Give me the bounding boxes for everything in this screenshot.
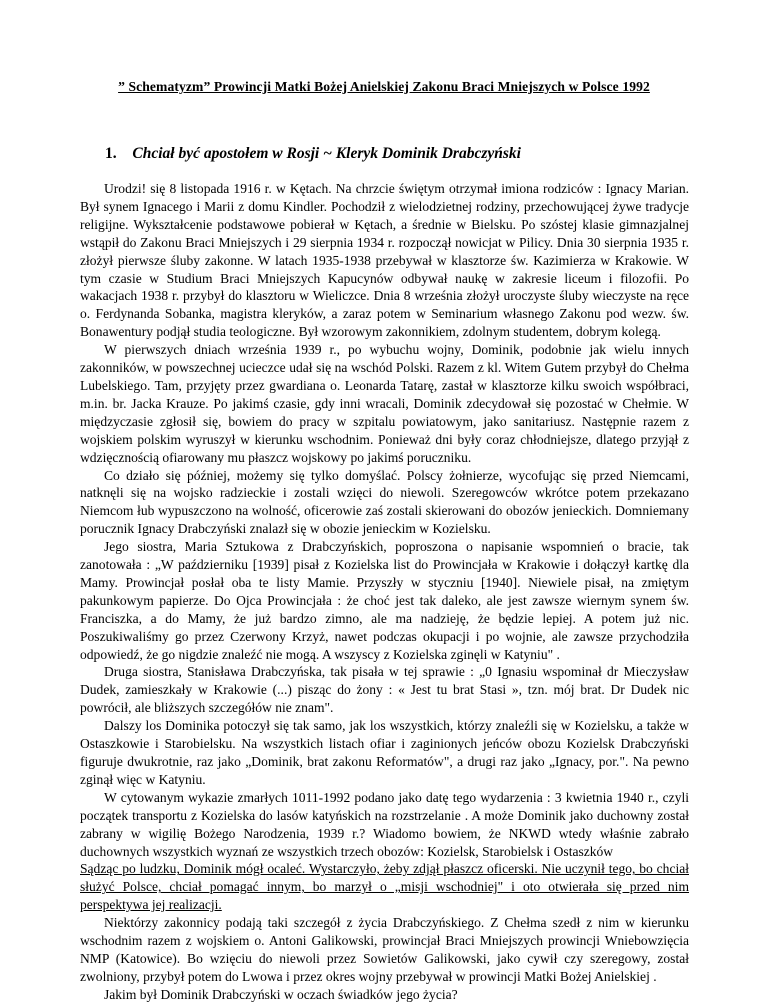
paragraph-10: Jakim był Dominik Drabczyński w oczach świadków jego życia? [104,986,458,1002]
paragraph-2: W pierwszych dniach września 1939 r., po wybuchu wojny, Dominik, podobnie jak wielu innych zakonników, w powszechnej ucieczce udał się na wschód Polski. Razem z kl. Witem Gutem przybył do Chełma Lubelskiego. Tam, przyjęty przez gwardiana o. Leonarda Tatarę, zastał w klasztorze kilku swoich współbraci, m.in. br. Jacka Krauze. Po jakimś czasie, gdy inni wracali, Dominik zdecydował się pozostać w Chełmie. W międzyczasie zgłosił się, bowiem do pracy w szpitalu powiatowym, jako sanitariusz. Następnie razem z wojskiem polskim wyruszył w kierunku wschodnim. Ponieważ dni były coraz chłodniejsze, dlatego przyjął z wdzięcznością ofiarowany mu płaszcz wojskowy po jakimś poruczniku. [80,342,689,465]
paragraph-8 [80,860,689,914]
underlined-text: Sądząc po ludzku, Dominik mógł ocaleć. Wystarczyło, żeby zdjął płaszcz oficerski. Nie uczynił tego, bo chciał służyć Polsce, chciał pomagać innym, bo marzył o „misji wschodniej" i oto otwierała się przed nim perspektywa jej realizacji. [80,861,689,913]
document-body [80,180,689,1004]
paragraph-6: Dalszy los Dominika potoczył się tak samo, jak los wszystkich, którzy znaleźli się w Kozielsku, a także w Ostaszkowie i Starobielsku. Na wszystkich listach ofiar i zaginionych jeńców obozu Kozielsk Drabczyński figuruje dwukrotnie, raz jako „Dominik, brat zakonu Reformatów", a drugi raz jako „Ignacy, por.". Na pewno zginął więc w Katyniu. [80,718,689,787]
chapter-number: 1. [105,145,117,162]
paragraph-9: Niektórzy zakonnicy podają taki szczegół z życia Drabczyńskiego. Z Chełma szedł z nim w kierunku wschodnim razem z wojskiem o. Antoni Galikowski, prowincjał Braci Mniejszych prowincji Wniebowzięcia NMP (Katowice). Bo wzięciu do niewoli przez Sowietów Galikowski, jako cywił czy szeregowy, został zwolniony, przybył potem do Lwowa i przez okres wojny przebywał w prowincji Matki Bożej Anielskiej . [80,915,689,984]
paragraph-4: Jego siostra, Maria Sztukowa z Drabczyńskich, poproszona o napisanie wspomnień o bracie, tak zanotowała : „W październiku [1939] pisał z Kozielska list do Prowincjała w Krakowie i dołączył kartkę dla Mamy. Prowincjał posłał oba te listy Mamie. Przyszły w styczniu [1940]. Niewiele pisał, na zmiętym pakunkowym papierze. Do Ojca Prowincjała : że choć jest tak daleko, ale jest zawsze wiernym synem św. Franciszka, a do Mamy, że już bardzo zimno, ale ma nadzieję, że będzie lepiej. A potem już nic. Poszukiwaliśmy go przez Czerwony Krzyż, nawet podczas okupacji i po wojnie, ale zawsze przychodziła odpowiedź, że go nigdzie znaleźć nie mogą. A wszyscy z Kozielska zginęli w Katyniu" . [80,539,689,662]
chapter-title: Chciał być apostołem w Rosji ~ Kleryk Dominik Drabczyński [132,145,521,162]
chapter-heading [105,145,705,163]
paragraph-5: Druga siostra, Stanisława Drabczyńska, tak pisała w tej sprawie : „0 Ignasiu wspominał dr Mieczysław Dudek, zamieszkały w Krakowie (...) pisząc do żony : « Jest tu brat Stasi », tzn. mój brat. Dr Dudek nic powrócił, ale bliższych szczegółów nie znam". [80,664,689,716]
paragraph-7: W cytowanym wykazie zmarłych 1011-1992 podano jako datę tego wydarzenia : 3 kwietnia 1940 r., czyli początek transportu z Kozielska do lasów katyńskich na rozstrzelanie . A może Dominik jako duchowny został zabrany w wigilię Bożego Narodzenia, 1939 r.? Wiadomo bowiem, że NKWD wtedy właśnie zabrało duchownych wszystkich wyznań ze wszystkich trzech obozów: Kozielsk, Starobielsk i Ostaszków [80,789,689,859]
paragraph-3: Co działo się później, możemy się tylko domyślać. Polscy żołnierze, wycofując się przed Niemcami, natknęli się na wojsko radzieckie i zostali wzięci do niewoli. Szeregowców wkrótce potem przekazano Niemcom łub wypuszczono na wolność, oficerowie zaś zostali skierowani do obozów jenieckich. Domniemany porucznik Ignacy Drabczyński znalazł się w obozie jenieckim w Kozielsku. [80,467,689,537]
document-header: ” Schematyzm” Prowincji Matki Bożej Anielskiej Zakonu Braci Mniejszych w Polsce 1992 [118,79,650,94]
paragraph-1: Urodzi! się 8 listopada 1916 r. w Kętach. Na chrzcie świętym otrzymał imiona rodziców : Ignacy Marian. Był synem Ignacego i Marii z domu Kindler. Pochodził z wielodzietnej rodziny, przechowującej żywe tradycje religijne. Wykształcenie podstawowe pobierał w Kętach, a średnie w Bielsku. Po szóstej klasie gimnazjalnej wstąpił do Zakonu Braci Mniejszych i 29 sierpnia 1934 r. rozpoczął nowicjat w Pilicy. Dnia 30 sierpnia 1935 r. złożył pierwsze śluby zakonne. W latach 1935-1938 przebywał w klasztorze św. Kazimierza w Krakowie. W tym czasie w Studium Braci Mniejszych Kapucynów odbywał naukę w zakresie liceum i filozofii. Po wakacjach 1938 r. przybył do klasztoru w Wieliczce. Dnia 8 września złożył uroczyste śluby wieczyste na ręce o. Ferdynanda Sobanka, magistra kleryków, a zaraz potem w Seminarium własnego Zakonu pod wezw. św. Bonawentury podjął studia teologiczne. Był wzorowym zakonnikiem, zdolnym studentem, dobrym kolegą. [80,181,689,340]
